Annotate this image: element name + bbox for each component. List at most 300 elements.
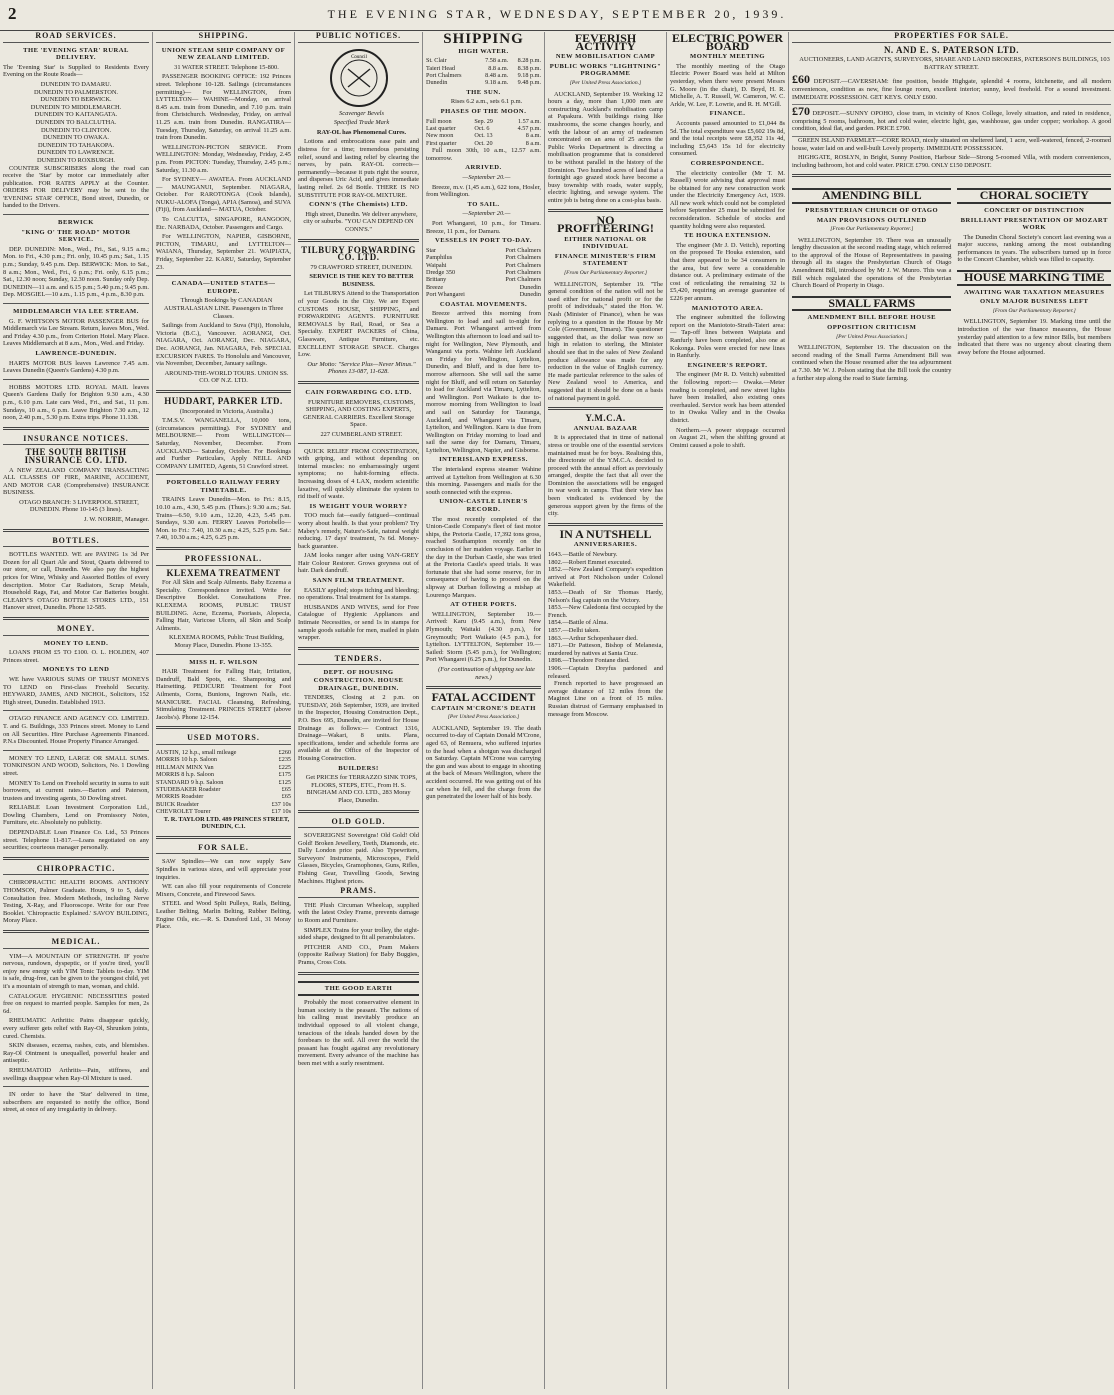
paragraph: TENDERS, Closing at 2 p.m. on TUESDAY, 26th September, 1939, are invited in the Inspector, Housing Construction Dept., P.O. Box 695, Dunedin, are invited for House Drainage as follows:— Contract 1316, Drainage—Wakari, 8 units. Plans, specifications, tender and schedule forms are available at the Office of the Inspector of Housing Construction.: [298, 694, 419, 762]
article-headline: FEVERISH ACTIVITY: [574, 32, 637, 53]
paragraph: DEPENDABLE Loan Finance Co. Ltd., 53 Princes street. Telephone 11-817.—Loans negotiated on any securities; courteous manager personally.: [3, 829, 149, 852]
vessel-location: Port Chalmers: [505, 254, 541, 262]
article-heading: THE GOOD EARTH: [298, 981, 419, 997]
paragraph: T.M.S.V. WANGANELLA, 10,000 tons, (circumstances permitting). For SYDNEY and MELBOURNE— From WELLINGTON— Saturday, November, December. From AUCKLAND— Saturday, October. For Bookings and Further Particulars, Apply NEILL AND COMPANY LIMITED, Agents, 51 Crawford street.: [156, 417, 291, 470]
paragraph: —September 20.—: [462, 210, 511, 218]
column-road-services: [0, 32, 152, 1389]
pm-cell: 8.28 p.m.: [517, 57, 541, 65]
paragraph: WE can also fill your requirements of Concrete Mixers, Concrete, and Firewood Saws.: [156, 883, 291, 898]
vessel-location: Port Chalmers: [505, 246, 541, 254]
paragraph: (For continuation of shipping see late news.): [438, 665, 535, 681]
paragraph: Get PRICES for TERRAZZO SINK TOPS, FLOORS, STEPS, ETC., From H. S. BINGHAM AND CO. LTD., 283 Moray Place, Dunedin.: [305, 774, 418, 804]
ad-heading: IS WEIGHT YOUR WORRY?: [309, 502, 408, 510]
article-subheading: PRESBYTERIAN CHURCH OF OTAGO: [805, 206, 939, 214]
article-subheading: PUBLIC WORKS "LIGHTNING" PROGRAMME: [549, 62, 662, 78]
am-cell: 7.58 a.m.: [485, 57, 509, 65]
paragraph: CATALOGUE HYGIENIC NECESSITIES posted free on request to married people. Samples for men, 2s 6d.: [3, 992, 149, 1015]
paragraph: HOBBS MOTORS LTD. ROYAL MAIL leaves Queen's Gardens Daily for Brighton 9.30 a.m., 4.30 p.m., 6.10 p.m. Late cars Wed., Fri., and Sat., 11 p.m. Sundays, 10 a.m., 6 p.m. Leave Brighton 7.30 a.m., 12 noon, 2.40 p.m., 5.30 p.m. Extra trips. Phone 11.138.: [3, 383, 149, 422]
paragraph: AUCKLAND, September 19. The death occurred to-day of Captain Donald M'Crone, aged 63, of Remuera, who suffered injuries to the head when a shotgun was discharged on Saturday. Captain M'Crone was carrying the gun and was about to engage in shooting at the back of Messrs Wellington, where the accident occurred. He was getting out of his car when he fell, and the charge from the gun penetrated the lower half of his body.: [426, 724, 541, 801]
list-item: 1863.—Arthur Schopenhauer died.: [548, 634, 638, 642]
paragraph: EASILY applied; stops itching and bleeding; no operations. Trial treatment for 1s stamps.: [298, 586, 419, 602]
vessel-location: Dunedin: [519, 291, 541, 299]
vehicle-price: £225: [278, 763, 291, 771]
am-cell: 8.8 a.m.: [488, 64, 509, 72]
article-subheading: ENGINEER'S REPORT.: [687, 361, 768, 369]
list-item: 1871.—Dr Patteson, Bishop of Melanesia, murdered by natives at Santa Cruz.: [548, 642, 663, 657]
paragraph: French reported to have progressed an average distance of 12 miles from the Maginot Line on a front of 15 miles. Russian distrust of Germany emphasised in message from Moscow.: [548, 680, 663, 718]
article-subheading: CONCERT OF DISTINCTION: [984, 206, 1085, 214]
table-row: [426, 262, 541, 269]
paragraph: The 'Evening Star' is Supplied to Residents Every Evening on the Route Roads—: [3, 63, 149, 79]
paragraph: WELLINGTON, September 19. There was an unusually lengthy discussion at the second reading stage, which referred to the approval of the House of Representatives in passing through all its stages the Presbyterian Church of Otago Amendment Bill, introduced by Mr J. W. Munro. This was a Bill which regulated the operations of the Presbyterian Church Board of Property in Otago.: [792, 236, 952, 290]
table-row: [426, 247, 541, 254]
article-subheading: FINANCE MINISTER'S FIRM STATEMENT: [554, 252, 657, 268]
article-subheading: ANNUAL BAZAAR: [573, 424, 638, 432]
property-ad: [792, 105, 1111, 137]
vehicle-name: CHEVROLET Tourer: [156, 808, 211, 816]
article-subheading: MAIN PROVISIONS OUTLINED: [816, 216, 927, 224]
list-item: 1854.—Battle of Alma.: [548, 619, 608, 627]
paragraph: The electricity controller (Mr T. M. Russell) wrote advising that approval must be obtained for any new construction work under the Electricity Emergency Act, 1939. All new work which could not be completed before September 25 must be submitted for reconsideration. Schedule of stocks and quantity holding were also requested.: [670, 169, 785, 230]
paragraph: THE Plush Circuman Wheelcap, supplied with the latest Oxley Frame, prevents damage to Room and Furniture.: [298, 901, 419, 925]
section-heading: SHIPPING.: [156, 32, 291, 43]
route-item: DUNEDIN TO OWAKA.: [43, 134, 109, 142]
paragraph: PITCHER AND CO., Pram Makers (opposite Railway Station) for Baby Buggies, Prams, Cross Cots.: [298, 943, 419, 966]
column-shipping-ads: [152, 32, 294, 1389]
ad-heading: LAWRENCE-DUNEDIN.: [35, 349, 117, 357]
vessel-name: Brittany: [426, 276, 447, 284]
table-row: [156, 793, 291, 800]
paragraph: Rises 6.2 a.m., sets 6.1 p.m.: [450, 98, 523, 106]
table-row: [156, 779, 291, 786]
paragraph: Breeze, m.v. (1,45 a.m.), 622 tons, Hosler, from Wellington.: [426, 183, 541, 199]
vessel-location: Port Chalmers: [505, 276, 541, 284]
ad-heading: CONN'S (The Chemists) LTD.: [309, 201, 408, 209]
table-row: [426, 291, 541, 298]
paragraph: AUCTIONEERS, LAND AGENTS, SURVEYORS, SHARE AND LAND BROKERS, PATERSON'S BUILDINGS, 103 BATTRAY STREET.: [799, 56, 1110, 71]
place-cell: Taieri Head: [426, 64, 455, 72]
paragraph: JAM looks ranger after using VAN-GREY Hair Colour Restorer. Grows greyness out of hair. Dark dandruff.: [298, 552, 419, 575]
time-cell: 8 a.m.: [525, 139, 541, 147]
sub-column-right: [957, 182, 1111, 384]
vehicle-price: £65: [281, 785, 291, 793]
paragraph: RELIABLE Loan Investment Corporation Ltd., Dowling Chambers, Lend on Promissory Notes, Furniture, etc. Absolutely no publicity.: [3, 804, 149, 827]
ad-heading: BUILDERS!: [338, 764, 379, 772]
vehicle-price: £17 10s: [271, 808, 291, 816]
ad-subheading: "KING O' THE ROAD" MOTOR SERVICE.: [21, 228, 131, 244]
route-item: DUNEDIN TO MIDDLEMARCH.: [30, 103, 122, 111]
article-heading: ARRIVED.: [465, 164, 502, 172]
ad-heading: UNION STEAM SHIP COMPANY OF NEW ZEALAND LIMITED.: [161, 46, 286, 62]
pm-cell: 9.48 p.m.: [517, 79, 541, 87]
paragraph: (Incorporated in Victoria, Australia.): [179, 407, 274, 415]
table-row: [426, 140, 541, 147]
ad-heading: DEPT. OF HOUSING CONSTRUCTION. HOUSE DRAINAGE, DUNEDIN.: [313, 669, 404, 692]
ad-heading: CANADA—UNITED STATES—EUROPE.: [171, 280, 276, 295]
article-headline: ELECTRIC POWER BOARD: [671, 32, 784, 53]
ad-heading: SANN FILM TREATMENT.: [312, 577, 405, 585]
used-motors-table: [156, 749, 291, 816]
moon-phases-table: [426, 118, 541, 148]
article-subheading: EITHER NATIONAL OR INDIVIDUAL: [564, 235, 647, 251]
table-row: [156, 786, 291, 793]
paragraph: 31 WATER STREET. Telephone 15-800.: [174, 63, 279, 71]
section-heading: ROAD SERVICES.: [3, 32, 149, 43]
am-cell: 9.18 a.m.: [485, 79, 509, 87]
table-row: [156, 764, 291, 771]
article-subheading: ONLY MAJOR BUSINESS LEFT: [980, 298, 1089, 306]
ad-heading: HUDDART, PARKER LTD.: [164, 395, 283, 406]
byline: [From Our Parliamentary Reporter.]: [992, 307, 1076, 314]
seal-top-text: Council: [350, 54, 367, 60]
property-listing: [792, 73, 1111, 137]
paragraph: HUSBANDS AND WIVES, send for Free Catalogue of Hygienic Appliances and Intimate Necessities, or send 1s in stamps for sample goods suitable for men, mailed in plain wrapper.: [298, 603, 419, 642]
route-item: DUNEDIN TO DAMARU.: [40, 80, 112, 88]
paragraph: YIM—A MOUNTAIN OF STRENGTH. IF you're nervous, rundown, dyspeptic, or if you're tired, you'll enjoy new energy with YIM Tonic Tablets to-day. YIM is safe, drug-free, can be given to the youngest child, yet it's a mountain of strength to man, woman, and child.: [3, 952, 149, 990]
ad-heading: PORTOBELLO RAILWAY FERRY TIMETABLE.: [166, 479, 281, 494]
paragraph: WELLINGTON, September 19. The discussion on the second reading of the Small Farms Amendment Bill was continued when the House resumed after the tea adjournment at 7.30. Mr W. J. Polson stating that the Bill took the country a further step along the road to State farming.: [792, 344, 952, 382]
section-heading: TENDERS.: [298, 655, 419, 666]
date-cell: Oct. 20: [474, 139, 493, 147]
paragraph: QUICK RELIEF FROM CONSTIPATION, with griping, and without depending on internal muscles: no embarrassingly urgent symptoms; no habit-forming effects. Increasing doses of 4 LAX, modern scientific laxative, will quickly eliminate the system to rid itself of waste.: [298, 447, 419, 501]
paragraph: The most recently completed of the Union-Castle Company's fleet of fast motor ships, the Pretoria Castle, 17,392 tons gross, reached Southampton recently on the conclusion of her maiden voyage. Earlier in the day in the Durban Castle, she was tried at the Pretoria Castle's speed trials. It was fortunate that she had some reserve, for in consequence of having to proceed on the slipway at Durban following a mishap at Lourenço Marques.: [426, 515, 541, 599]
section-heading: USED MOTORS.: [156, 734, 291, 745]
high-water-table: [426, 57, 541, 87]
paragraph: GREEN ISLAND FARMLET—CORE ROAD, nicely situated on sheltered land, 1 acre, well-watered, fenced, 2-roomed house, water laid on and well-built Lovely property. IMMEDIATE POSSESSION.: [792, 136, 1111, 152]
sub-column-left: [792, 182, 951, 384]
paragraph: WELLINGTON-PICTON SERVICE. From WELLINGTON: Monday, Wednesday, Friday, 2.45 p.m. From PICTON: Tuesday, Thursday, 2.45 p.m.; Saturday, 11.30 a.m.: [156, 143, 291, 174]
vessels-in-port-table: [426, 247, 541, 299]
place-cell: Port Chalmers: [426, 72, 462, 79]
byline: [From Our Parliamentary Reporter.]: [563, 270, 648, 277]
paragraph: J. W. NORRIE, Manager.: [83, 516, 149, 524]
paragraph: Through Bookings by CANADIAN AUSTRALASIAN LINE. Passengers in Three Classes.: [163, 297, 284, 320]
vehicle-price: £125: [278, 778, 291, 786]
date-cell: Oct. 13: [474, 132, 493, 140]
ad-heading: MONEYS TO LEND: [42, 666, 110, 674]
vehicle-price: £175: [278, 771, 291, 779]
route-item: DUNEDIN TO ROXBURGH.: [36, 156, 116, 164]
section-heading: MONEY.: [3, 625, 149, 636]
byline: [From Our Parliamentary Reporter.]: [830, 226, 914, 233]
table-row: [156, 749, 291, 756]
section-heading: OLD GOLD.: [298, 818, 419, 829]
list-item: 1853.—Death of Sir Thomas Hardy, Nelson's flag captain on the Victory.: [548, 589, 663, 604]
route-item: DUNEDIN TO CLINTON.: [40, 126, 112, 134]
route-item: DUNEDIN TO KAITANGATA.: [34, 111, 118, 119]
pm-cell: 8.38 p.m.: [517, 64, 541, 72]
ad-heading: THE SOUTH BRITISH INSURANCE CO. LTD.: [24, 447, 128, 465]
article-subheading: OPPOSITION CRITICISM: [827, 324, 917, 332]
section-heading: CHIROPRACTIC.: [3, 865, 149, 876]
table-row: [156, 808, 291, 815]
paragraph: SERVICE IS THE KEY TO BETTER BUSINESS.: [309, 273, 414, 288]
paragraph: RHEUMATIC Arthritis: Pains disappear quickly, every sufferer gets relief with Ray-Ol, Shrunken joints, cured. Chemists.: [3, 1017, 149, 1040]
article-headline: CHORAL SOCIETY: [957, 188, 1111, 204]
route-item: DUNEDIN TO BERWICK.: [40, 96, 112, 104]
pm-cell: 9.18 p.m.: [517, 72, 541, 79]
paragraph: Specified Trade Mark: [333, 119, 390, 127]
paragraph: The engineer (Mr R. D. Veitch) submitted the following report:— Owaka.—Meter reading is completed, and new street lights have been installed, also existing ones overhauled. Service work has been attended to in Owaka Valley and in the Owaka district.: [670, 371, 785, 424]
vessel-location: Port Chalmers: [505, 268, 541, 276]
route-item: DUNEDIN TO LAWRENCE.: [37, 149, 115, 157]
phase-cell: Last quarter: [426, 125, 456, 132]
property-price: £70: [792, 104, 810, 119]
paragraph: SKIN diseases, eczema, rashes, cuts, and blemishes. Ray-Ol Ointment is unequalled, powerful healer and antiseptic.: [3, 1042, 149, 1065]
vehicle-price: £37 10s: [271, 800, 291, 808]
place-cell: St. Clair: [426, 57, 447, 65]
article-headline: Y.M.C.A.: [585, 413, 626, 424]
table-row: [426, 79, 541, 86]
table-row: [156, 771, 291, 778]
paragraph: Probably the most conservative element in human society is the peasant. The nations of his calling must inevitably produce an individual opposed to all violent change, tenacious of the ideals handed down by the forebears to the soil. All over the world the peasant has fought against any revolutionary movement. Every advance of the machine has been met with a surly resentment.: [298, 999, 419, 1067]
paragraph: CHIROPRACTIC HEALTH ROOMS. ANTHONY THOMSON, Palmer Graduate. Hours, 9 to 5, daily. Consultation free. Modern Methods, including Nerve Testing, X-Ray, and Fluoroscope. Write for our Free Booklet. 'Chiropractic Explained.' SAVOY BUILDING, Moray Place.: [3, 879, 149, 925]
paragraph: For All Skin and Scalp Ailments. Baby Eczema a Specialty. Correspondence invited. Write for Descriptive Booklet. Consultations Free. KLEXEMA ROOMS, PUBLIC TRUST BUILDING. Acne, Eczema, Psoriasis, Alopecia, Falling Hair, Varicose Ulcers, all Skin and Scalp Ailments.: [156, 579, 291, 632]
vessel-location: Dunedin: [519, 283, 541, 291]
table-row: [426, 118, 541, 125]
article-headline: AMENDING BILL: [792, 188, 951, 204]
column-news-1: [544, 32, 666, 1389]
paragraph: Our Motto: "Service Plus—Never Minus." Phones 13-087, 11-628.: [307, 360, 416, 376]
route-item: DUNEDIN TO BALCLUTHA.: [35, 118, 117, 126]
paragraph: RAY-OL has Phenomenal Cures.: [316, 128, 407, 136]
property-ad: [792, 73, 1111, 105]
ad-heading: CAIN FORWARDING CO. LTD.: [305, 389, 412, 396]
masthead: [0, 0, 1114, 31]
paragraph: 79 CRAWFORD STREET, DUNEDIN.: [310, 263, 413, 271]
section-title: SHIPPING: [443, 32, 524, 47]
list-item: 1643.—Battle of Newbury.: [548, 551, 618, 559]
page-number: 2: [8, 4, 17, 23]
paragraph: G. F. WHITSON'S MOTOR PASSENGER BUS for Middlemarch via Lee Stream. Return, leaves Mon., Wed. and Friday 4.30 p.m., from Criterion Hotel. Mary Place. Leaves Middlemarch at 8 a.m., Mon., Wed. and Friday.: [3, 317, 149, 348]
paragraph: 227 CUMBERLAND STREET.: [320, 430, 403, 438]
time-cell: 1.57 a.m.: [517, 117, 541, 125]
article-subheading: CAPTAIN M'CRONE'S DEATH: [431, 704, 536, 712]
phase-cell: Full moon: [426, 117, 452, 125]
vessel-name: Breeze: [426, 283, 444, 291]
paragraph: High street, Dunedin. We deliver anywhere, city or suburbs. "YOU CAN DEPEND ON CONN'S.": [303, 210, 418, 233]
vessel-name: Star: [426, 246, 436, 254]
article-subheading: MANIOTOTO AREA.: [691, 304, 764, 312]
column-public-notices: [294, 32, 422, 1389]
ad-heading: MIDDLEMARCH VIA LEE STREAM.: [13, 308, 139, 315]
section-heading: PUBLIC NOTICES.: [298, 32, 419, 43]
council-seal-icon: [328, 47, 390, 109]
paragraph: Let TILBURYS Attend to the Transportation of your Goods in the City. We are Expert CUSTOMS HOUSE, SHIPPING, and FORWARDING AGENTS. FURNITURE REMOVALS by Rail, Road, or Sea a Specialty. EXPERT PACKERS of China, Glassware, Antique Furniture, etc. EXCELLENT STORAGE SPACE. Charges Low.: [298, 290, 419, 359]
vessel-location: Port Chalmers: [505, 261, 541, 269]
paragraph: Scavenger Bevels: [339, 109, 384, 117]
vehicle-price: £235: [278, 756, 291, 764]
vehicle-name: STUDEBAKER Roadster: [156, 785, 221, 793]
table-row: [426, 57, 541, 64]
ad-heading: N. AND E. S. PATERSON LTD.: [883, 44, 1020, 55]
date-cell: Sep. 29: [474, 117, 493, 125]
paragraph: FURNITURE REMOVERS, CUSTOMS, SHIPPING, AND COSTING EXPERTS, GENERAL CARRIERS. Excellent Storage Space.: [303, 398, 416, 429]
paragraph: Full moon 30th, 10 a.m., 12.57 a.m. tomorrow.: [426, 147, 541, 162]
section-heading: FOR SALE.: [156, 844, 291, 855]
article-subheading: NEW MOBILISATION CAMP: [555, 53, 656, 61]
paragraph: BOTTLES WANTED. WE are PAYING 1s 3d Per Dozen for all Quart Ale and Stout, Quarts delivered to our store, or call, Dunedin. We also pay the highest prices for Wine, Whisky and Assorted Bottles of every description. Motor Car Radiators, Scrap Metals, Household Rags, Fat, and Motor Car Batteries bought. CLEARY'S OTAGO BOTTLE STORES LTD., 151 Hanover street, Dunedin. Phone 12-585.: [3, 551, 149, 612]
paragraph: IN order to have the 'Star' delivered in time, subscribers are requested to notify the office, Bond street, at once of any irregularity in delivery.: [3, 1091, 149, 1114]
paragraph: HIGHGATE, ROSLYN, in Bright, Sunny Position, Harbour Side—Strong 5-roomed Villa, with modern conveniences, including bathroom, hot and cold water. PRICE £790. ONLY £150 DEPOSIT.: [792, 154, 1111, 169]
paragraph: DEP. DUNEDIN: Mon., Wed., Fri., Sat., 9.15 a.m.; Mon. to Fri., 4.30 p.m.; Fri. only, 10.45 p.m.; Sat., 1.15 p.m.; Sunday, 9.45 p.m. Dep. BERWICK: Mon. to Sat., 8 a.m.; Mon., Wed., Fri., 6 p.m.; Fri. only, 6.15 p.m.; Sat., 12.30 noon; Sunday, 12.30 noon. Sunday only Dep. DUNEDIN—11 a.m. and 6.15 p.m.; 5.40 p.m.; 9.45 p.m. Dep. MOSGIEL—10 a.m., 1.15 p.m., 4 p.m., 8.30 p.m.: [3, 245, 149, 299]
article-subheading: ANNIVERSARIES.: [573, 541, 638, 549]
paragraph: WELLINGTON, September 19. "The general condition of the nation will not be used either for national profit or for the profit of individuals," stated the Hon. W. Nash (Minister of Finance), when he was replying to a question in the House by Mr Cole (Government, Timaru). The questioner suggested that, as the dollar was now so high in relation to sterling, the Minister should see that in the sales of New Zealand produce allowance was made for any reduction in the value of English currency. He made particular reference to the sales of New Zealand wool to America, and suggested that it should be done on a basis of national payment in gold.: [548, 280, 663, 402]
paragraph: WE have VARIOUS SUMS OF TRUST MONEYS TO LEND on First-class Freehold Security. HEYWARD, JAMES, AND NICHOL, Solicitors, 152 High street, Dunedin. Established 1913.: [3, 675, 149, 706]
article-heading: INTERISLAND EXPRESS.: [439, 456, 528, 464]
paragraph: The engineer (Mr J. D. Veitch), reporting on the proposed Te Houka extension, said that there appeared to be 34 consumers in the area, but few were a considerable distance out. A preliminary estimate of the cost of reticulating the remaining 32 is £5,420, requiring an average guarantee of £226 per annum.: [670, 241, 785, 302]
ad-heading: TILBURY FORWARDING CO. LTD.: [301, 244, 416, 263]
paragraph: SAW Spindles—We can now supply Saw Spindles in various sizes, and will appreciate your inquiries.: [156, 858, 291, 881]
vehicle-name: MORRIS Roadster: [156, 793, 204, 801]
property-text: DEPOSIT.—SUNNY OPOHO, close tram, in vicinity of Knox College, lovely situation, and rated in residence, comprising 5 rooms, bathroom, hot and cold water, electric light, gas, washhouse, gas under copper; workshop. A good condition, ideal flat, and garden. PRICE £790.: [792, 110, 1111, 133]
paragraph: OTAGO FINANCE AND AGENCY CO. LIMITED. T. and G. Buildings, 333 Princes street. Money to Lend on All Securities. Hire Purchase Agreements Financed. P.N.s Discounted. House Property Finance Arranged.: [3, 715, 149, 746]
time-cell: 8 a.m.: [525, 132, 541, 140]
column-properties: [788, 32, 1114, 1389]
date-cell: Oct. 6: [474, 125, 490, 132]
article-heading: HIGH WATER.: [458, 47, 509, 55]
list-item: 1802.—Robert Emmet executed.: [548, 558, 633, 566]
route-item: DUNEDIN TO TAHAKOPA.: [37, 141, 115, 149]
paragraph: RHEUMATOID Arthritis—Pain, stiffness, and swellings disappear when Ray-Ol Mixture is used.: [3, 1066, 149, 1082]
paragraph: AUCKLAND, September 19. Working 12 hours a day, more than 1,000 men are constructing Auckland's mobilisation camp at Papakura. With buildings rising like mushrooms, the scene changes hourly, and with the labour of an army of tradesmen concentrated on an area of 25 acres the Public Works Department is directing a mobilisation programme that is considered to be without parallel in the history of the Dominion. Two hundred acres of land that a fortnight ago grazed stock have become a busy township with roads, water supply, electric lighting, and sewage system. The entire job is being done on a cost-plus basis.: [548, 90, 663, 204]
vessel-name: Dredge 350: [426, 268, 456, 276]
paragraph: A NEW ZEALAND COMPANY TRANSACTING ALL CLASSES OF FIRE, MARINE, ACCIDENT, AND MOTOR CAR (Comprehensive) INSURANCE BUSINESS.: [3, 466, 149, 497]
paragraph: For WELLINGTON, NAPIER, GISBORNE, PICTON, TIMARU, and LYTTELTON— WAIANA, Thursday, September 21. WAIPIATA, Friday, September 22. KARU, Saturday, September 23.: [156, 233, 291, 271]
vessel-name: Pamphilus: [426, 254, 453, 262]
masthead-title: THE EVENING STAR, WEDNESDAY, SEPTEMBER 20, 1939.: [327, 7, 787, 21]
paragraph: LOANS FROM £5 TO £100. O. L. HOLDEN, 407 Princes street.: [3, 649, 149, 664]
article-subheading: AMENDMENT BILL BEFORE HOUSE: [807, 314, 937, 322]
property-text: DEPOSIT.—CAVERSHAM: fine position, beside Highgate, splendid 4 rooms, kitchenette, and all modern conveniences, condition as new, fine lounge room, excellent interior; sunny, level freehold. For a sound investment. IMMEDIATE POSSESSION. GET KEYS. ONLY £600.: [792, 78, 1111, 101]
paragraph: SIMPLEX Trains for your trolley, the eight-sided shape, designed to fit all perambulators.: [298, 926, 419, 942]
article-headline: NO PROFITEERING!: [557, 213, 654, 236]
paragraph: The engineer submitted the following report on the Maniototo-Strath-Taieri area:— Tap-off lines between Waipiata and Ranfurly have been completed, also one at Kokonga. Poles were erected for new lines in Ranfurly.: [670, 314, 785, 360]
table-row: [426, 254, 541, 261]
vehicle-name: STANDARD 9 h.p. Saloon: [156, 778, 224, 786]
paragraph: Lotions and embrocations ease pain and distress for a time; tremendous persisting relief, sound and lasting relief by clearing the nerves, by pain. RAY-OL corrects—permanently—because it puts right the source, and disperses Uric Acid, and gives immediate lasting relief. 2s 6d Bottle. THERE IS NO SUBSTITUTE FOR RAY-OL MIXTURE.: [298, 138, 419, 199]
paragraph: T. R. TAYLOR LTD. 489 PRINCES STREET, DUNEDIN, C.1.: [163, 815, 290, 831]
article-subheading: FINANCE.: [709, 110, 746, 118]
ad-heading: KLEXEMA TREATMENT: [166, 567, 281, 578]
section-heading: BOTTLES.: [3, 537, 149, 548]
vehicle-price: £65: [281, 793, 291, 801]
paragraph: PASSENGER BOOKING OFFICE: 192 Princes street. Telephone 10-128. Sailings (circumstances permitting)— For WELLINGTON, from LYTTELTON— WAHINE—Monday, on arrival 8.45 a.m. train from Dunedin, and 7.10 p.m. train from Christchurch. Wednesday, Friday, on arrival 11.25 a.m. train from Dunedin. RANGATIRA—Tuesday, Thursday, Saturday, on arrival 11.25 a.m. train from Dunedin.: [156, 73, 291, 142]
vehicle-name: BUICK Roadster: [156, 800, 199, 808]
article-headline: IN A NUTSHELL: [559, 526, 652, 541]
am-cell: 8.48 a.m.: [485, 72, 509, 79]
article-heading: VESSELS IN PORT TO-DAY.: [435, 237, 532, 245]
section-heading: MEDICAL.: [3, 938, 149, 949]
article-subheading: AWAITING WAR TAXATION MEASURES: [964, 288, 1105, 296]
property-price: £60: [792, 72, 810, 87]
table-row: [426, 284, 541, 291]
article-heading: UNION-CASTLE LINER'S RECORD.: [439, 498, 528, 514]
article-headline: FATAL ACCIDENT: [431, 690, 536, 705]
paragraph: Sailings from Auckland to Suva (Fiji), Honolulu, Victoria (B.C.), Vancouver. AORANGI, Oct. NIAGARA, Oct. AORANGI, Dec. NIAGARA, Dec. AORANGI, Jan. NIAGARA, Feb. SPECIAL EXCURSION FARES. To Honolulu and Vancouver, via November, December, January sailings.: [156, 322, 291, 368]
time-cell: 4.57 p.m.: [517, 125, 541, 132]
vehicle-name: AUSTIN, 12 h.p., small mileage: [156, 748, 237, 756]
table-row: [426, 276, 541, 283]
vehicle-price: £260: [278, 748, 291, 756]
paragraph: OTAGO BRANCH: 3 LIVERPOOL STREET, DUNEDIN. Phone 10-145 (3 lines).: [19, 498, 139, 514]
route-list: [3, 81, 149, 165]
vehicle-name: MORRIS 8 h.p. Saloon: [156, 771, 214, 779]
article-subheading: TE HOUKA EXTENSION.: [684, 232, 771, 240]
vehicle-name: HILLMAN MINX Van: [156, 763, 214, 771]
list-item: 1906.—Captain Dreyfus pardoned and released.: [548, 664, 663, 680]
paragraph: Accounts passed amounted to £1,044 8s 5d. The total expenditure was £5,602 19s 8d, and the total receipts were £8,352 11s 4d, including £5,643 15s 1d for electricity consumed.: [670, 119, 785, 158]
paragraph: KLEXEMA ROOMS, Public Trust Building, Moray Place, Dunedin. Phone 13-355.: [168, 634, 285, 649]
paragraph: Port Whangarei, 10 p.m., for Timaru. Breeze, 11 p.m., for Damaru.: [426, 219, 541, 235]
paragraph: WELLINGTON, September 19.—Arrived: Karu (9.45 a.m.), from New Plymouth; Waitaki (4.30 p.m.), for Greymouth; Port Waikato (4.5 p.m.), for Lyttelton. LYTTELTON, September 19.—Sailed: Storm (5.45 p.m.), for Wellington; Port Whangarei (6.25 p.m.), for Dunedin.: [426, 610, 541, 664]
paragraph: SOVEREIGNS! Sovereigns! Old Gold! Old Gold! Broken Jewellery, Teeth, Diamonds, etc. Dally London price paid. Also Typewriters, Surveyors' Instruments, Microscopes, Field Glasses, Bicycles, Gramophones, Guns, Rifles, Fishing Gear, Travelling Goods, Sewing Machines. Highest prices.: [298, 832, 419, 885]
paragraph: The Dunedin Choral Society's concert last evening was a major success, ranking among the most outstanding performances in years. The subscribers turned up in force to the Concert Chamber, which was filled to capacity.: [957, 233, 1111, 264]
article-headline: SMALL FARMS: [792, 296, 951, 312]
paragraph: HAIR Treatment for Falling Hair, Irritation, Dandruff, Bald Spots, etc. Shampooing and Hairsetting. PEDICURE Treatment for Foot Ailments, Corns, Bunions, Ingrown Nails, etc. MANICURE. FACIAL Cleansing, Refreshing, Stimulating Treatment. PRINCES STREET (above Jacobs's). Phone 12-154.: [156, 668, 291, 721]
section-heading: PRAMS.: [298, 887, 419, 898]
paragraph: COUNTER SUBSCRIBERS along the road can receive the 'Star' by motor car immediately after publication. FOR RATES APPLY at the Counter. ORDERS FOR DELIVERY may be sent to the 'EVENING STAR' OFFICE, Bond street, Dunedin, or handed to the Drivers.: [3, 164, 149, 210]
paragraph: TRAINS Leave Dunedin—Mon. to Fri.: 8.15, 10.10 a.m., 4.30, 5.45 p.m. (Thurs.): 9.30 a.m.; Sat. Trains—6.50, 9.10 a.m., 12.20, 4.23, 5.45 p.m. Sundays, 9.30 a.m. FERRY Leaves Portobello—Mon. to Fri.: 7.40, 10.30 a.m.; 4.25, 5.25 p.m. Sat.: 7.40, 10.30 a.m.; 4.25, 6.25 p.m.: [156, 496, 291, 542]
byline: [Per United Press Association.]: [447, 714, 520, 721]
table-row: [156, 801, 291, 808]
ad-heading: BERWICK: [58, 219, 94, 227]
paragraph: Breeze arrived this morning from Wellington to load and sail to-night for Damaru. Port Whangarei arrived from Wellington this afternoon to load and sail to-night for Wellington, New Plymouth, and Wanganui via ports. Wahine left Auckland on Friday for Wellington, Lyttelton, Dunedin, and Bluff, and is due here to-morrow afternoon. She will sail the same night for Bluff, and will return on Saturday to load for Auckland via Timaru, Lyttelton, and Wellington. Port Waikato is due to-morrow morning from Wellington to load and sail on Saturday for Tauranga, Auckland, and Whangarei via Timaru, Lyttelton, and Wellington. Karu is due from Wellington on Friday morning to load and sail the same day for Damaru, Timaru, Lyttelton, Wellington, Napier, and Gisborne.: [426, 310, 541, 454]
table-row: [156, 756, 291, 763]
list-item: 1853.—New Caledonia first occupied by the French.: [548, 604, 663, 619]
paragraph: HARTS MOTOR BUS leaves Lawrence 7.45 a.m. Leaves Dunedin (Queen's Gardens) 4.30 p.m.: [3, 359, 149, 375]
paragraph: For SYDNEY— AWATEA. From AUCKLAND— MAUNGANUI, September. NIAGARA, October. For RAROTONGA (Cook Islands), NUKU-ALOFA (Tonga), APIA (Samoa), and SUVA (Fiji), from Auckland— MATUA, October.: [156, 176, 291, 214]
ad-heading: MONEY TO LEND.: [43, 639, 109, 647]
paragraph: STEEL and Wood Split Pulleys, Rails, Belting, Leather Belting, Marlin Belting, Rubber Belting, Engine Oils, etc.—R. S. Dunsford Ltd., 31 Moray Place.: [156, 900, 291, 931]
article-heading: THE 'EVENING STAR' RURAL DELIVERY.: [23, 46, 129, 62]
column-news-2: [666, 32, 788, 1389]
vehicle-name: MORRIS 10 h.p. Saloon: [156, 756, 218, 764]
section-heading: INSURANCE NOTICES.: [3, 435, 149, 446]
byline: [Per United Press Association.]: [836, 333, 908, 340]
vessel-name: Port Whangarei: [426, 291, 465, 299]
paragraph: WELLINGTON, September 19. Marking time until the introduction of the war finance measures, the House yesterday paid attention to a few minor Bills, but members indicated that there was no urgency about clearing them away before the House adjourned.: [957, 318, 1111, 356]
article-heading: THE SUN.: [466, 88, 501, 96]
column-shipping-news: [422, 32, 544, 1389]
article-heading: AT OTHER PORTS.: [450, 601, 517, 609]
article-heading: PHASES OF THE MOON.: [440, 108, 527, 115]
paragraph: The interisland express steamer Wahine arrived at Lyttelton from Wellington at 6.30 this morning. Passengers and mails for the south connected with the express.: [426, 466, 541, 496]
article-heading: COASTAL MOVEMENTS.: [439, 300, 528, 308]
byline: [Per United Press Association.]: [569, 79, 642, 86]
phase-cell: New moon: [426, 132, 454, 140]
paragraph: AROUND-THE-WORLD TOURS. UNION SS. CO. OF N.Z. LTD.: [164, 369, 289, 385]
article-subheading: BRILLIANT PRESENTATION OF MOZART WORK: [960, 216, 1108, 232]
paragraph: Northern.—A power stoppage occurred on August 21, when the shifting ground at Omimi caused a pole to shift.: [670, 426, 785, 449]
paragraph: TOO much fat—easily fatigued—continual worry about health. Is that your problem? Try Mabey's remedy, Nature's-Safe, natural weight reducing. 17 days' treatment, 7s 6d. Money-back guarantee.: [298, 512, 419, 550]
paragraph: —September 20.—: [462, 174, 511, 181]
paragraph: It is appreciated that in time of national stress or trouble one of the essential services maintained must be for boys. Realising this, the directorate of the Y.M.C.A. decided to proceed with the annual effort as previously arranged, despite the fact that all over the Dominion the associations will be engaged in war work in camps. That their view has been vindicated is evidenced by the generous support given by the firms of the city.: [548, 434, 663, 518]
anniversary-list: [548, 551, 663, 680]
article-headline: HOUSE MARKING TIME: [957, 270, 1111, 286]
list-item: 1898.—Theodore Fontane died.: [548, 657, 630, 665]
table-row: [426, 125, 541, 132]
table-row: [426, 269, 541, 276]
paragraph: MONEY TO LEND, LARGE OR SMALL SUMS. TONKINSON AND WOOD, Solicitors, No. 1 Dowling street.: [3, 754, 149, 777]
vessel-name: Waipahi: [426, 261, 447, 269]
article-heading: TO SAIL.: [467, 200, 500, 208]
table-row: [426, 65, 541, 72]
list-item: 1852.—New Zealand Company's expedition arrived at Port Nicholson under Colonel Wakefield.: [548, 566, 663, 589]
table-row: [426, 132, 541, 139]
paragraph: To CALCUTTA, SINGAPORE, RANGOON, Etc. NARBADA, October. Passengers and Cargo.: [156, 216, 291, 231]
table-row: [426, 72, 541, 79]
